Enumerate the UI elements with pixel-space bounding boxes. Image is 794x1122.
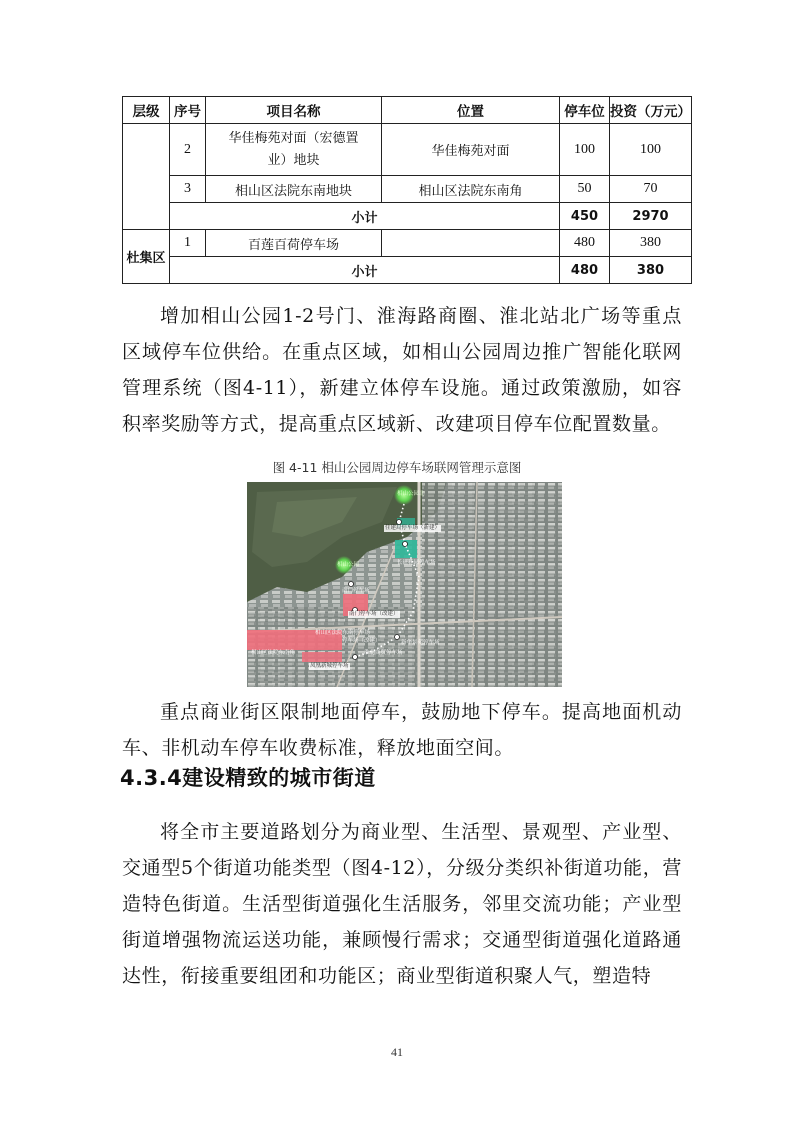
map-label-lot-d: 相山区法院东南角 xyxy=(251,650,296,656)
map-label-lot-f: 新华景苑停车场 xyxy=(401,640,440,646)
row-index: 3 xyxy=(170,176,206,203)
map-label-south-gate: 南门停车场（改建） xyxy=(349,611,399,617)
row-location: 华佳梅苑对面 xyxy=(382,124,560,176)
parking-network-map xyxy=(247,482,562,687)
row-investment: 70 xyxy=(610,176,692,203)
row-investment: 100 xyxy=(610,124,692,176)
map-label-park-north: 相山公园北 xyxy=(397,491,425,497)
subtotal-spaces: 480 xyxy=(560,257,610,284)
row-spaces: 480 xyxy=(560,230,610,257)
row-location: 相山区法院东南角 xyxy=(382,176,560,203)
subtotal-spaces: 450 xyxy=(560,203,610,230)
map-label-parking-b: 长征花园停车场 xyxy=(397,560,436,566)
header-index: 序号 xyxy=(170,97,206,124)
paragraph-commercial-parking: 重点商业街区限制地面停车，鼓励地下停车。提高地面机动车、非机动车停车收费标准，释放地面空间。 xyxy=(122,701,682,759)
subtotal-label: 小计 xyxy=(170,257,560,284)
map-label-lot-g: 淮北商贸停车场 xyxy=(364,650,403,656)
level-cell-duji: 杜集区 xyxy=(123,230,170,284)
figure-caption: 图 4-11 相山公园周边停车场联网管理示意图 xyxy=(272,460,522,475)
header-name: 项目名称 xyxy=(206,97,382,124)
map-label-gate-lot: 南门停车场 xyxy=(342,588,370,594)
row-index: 1 xyxy=(170,230,206,257)
map-label-parking-new: 住建局停车场（新建） xyxy=(385,525,441,531)
subtotal-row xyxy=(123,257,692,284)
table-row xyxy=(123,176,692,203)
table-row xyxy=(123,230,692,257)
row-name: 百莲百荷停车场 xyxy=(206,230,382,257)
map-label-park: 相山公园 xyxy=(337,562,360,568)
header-location: 位置 xyxy=(382,97,560,124)
parking-projects-table xyxy=(122,96,692,284)
map-label-lot-c: 相山区法院东南停车场 xyxy=(315,630,371,636)
header-investment: 投资（万元） xyxy=(610,97,692,124)
header-spaces: 停车位 xyxy=(560,97,610,124)
row-index: 2 xyxy=(170,124,206,176)
table-row xyxy=(123,124,692,176)
table-header-row xyxy=(123,97,692,124)
paragraph-parking-supply: 增加相山公园1-2号门、淮海路商圈、淮北站北广场等重点区域停车位供给。在重点区域，如相山公园周边推广智能化联网管理系统（图4-11），新建立体停车设施。通过政策激励，如容积率奖励等方式，提高重点区域新、改建项目停车位配置数量。 xyxy=(122,305,682,435)
subtotal-label: 小计 xyxy=(170,203,560,230)
row-spaces: 100 xyxy=(560,124,610,176)
paragraph-street-types: 将全市主要道路划分为商业型、生活型、景观型、产业型、交通型5个街道功能类型（图4-12），分级分类织补街道功能，营造特色街道。生活型街道强化生活服务，邻里交流功能；产业型街道增强物流运送功能，兼顾慢行需求；交通型街道强化道路通达性，衔接重要组团和功能区；商业型街道积聚人气，塑造特 xyxy=(122,821,682,987)
row-spaces: 50 xyxy=(560,176,610,203)
row-investment: 380 xyxy=(610,230,692,257)
header-level: 层级 xyxy=(123,97,170,124)
level-cell-empty xyxy=(123,124,170,230)
row-name: 华佳梅苑对面（宏德置业）地块 xyxy=(206,124,382,176)
subtotal-investment: 380 xyxy=(610,257,692,284)
page-number: 41 xyxy=(391,1045,403,1059)
section-heading: 4.3.4建设精致的城市街道 xyxy=(120,766,376,790)
map-label-lot-h: 凤凰新城停车场 xyxy=(310,663,349,669)
row-location xyxy=(382,230,560,257)
row-name: 相山区法院东南地块 xyxy=(206,176,382,203)
subtotal-investment: 2970 xyxy=(610,203,692,230)
subtotal-row xyxy=(123,203,692,230)
map-label-lot-e: 停车场（改建） xyxy=(342,638,381,644)
